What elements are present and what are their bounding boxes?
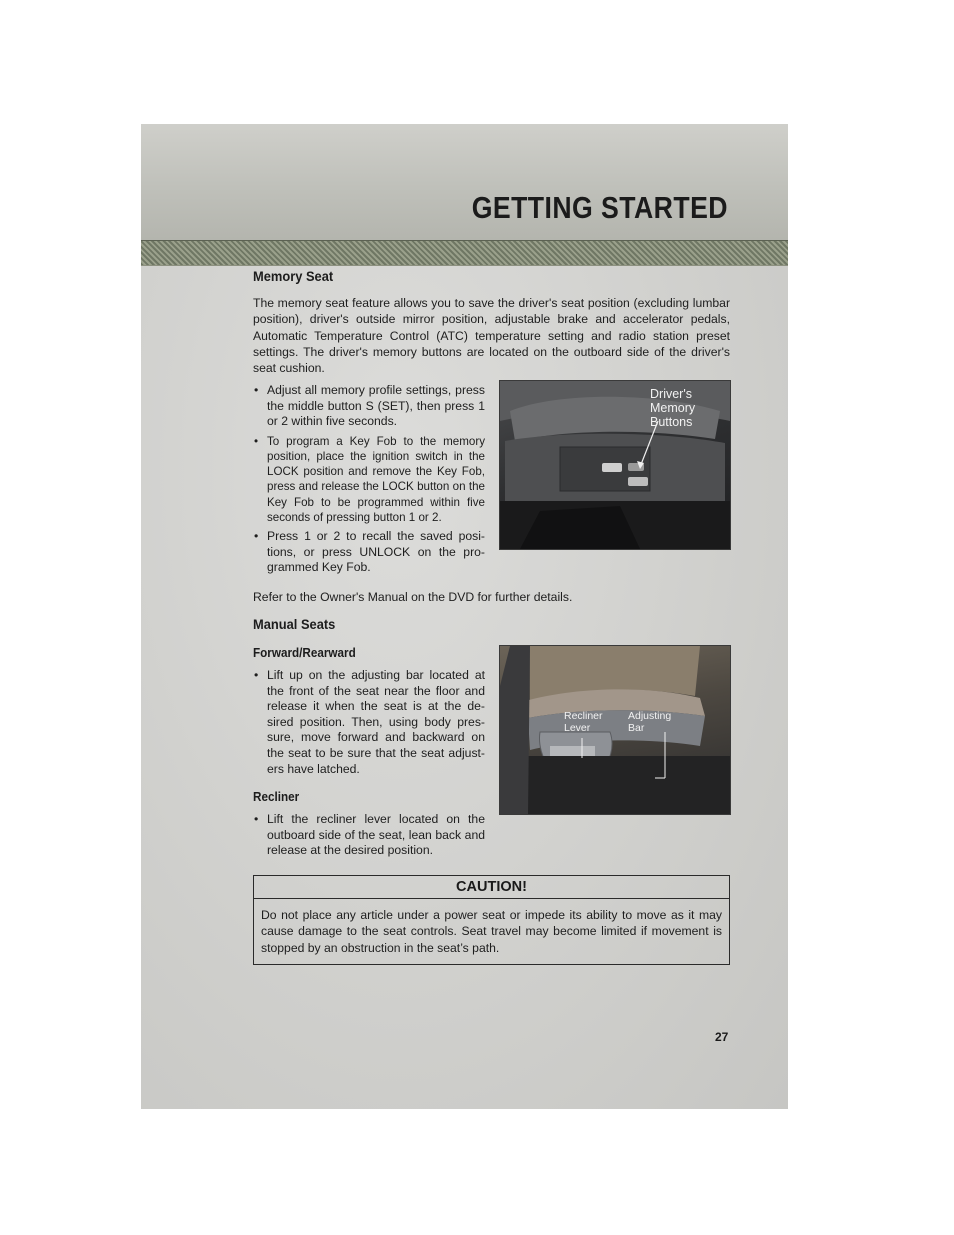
- list-item: • Press 1 or 2 to recall the saved posi-tions, or press UNLOCK on the pro-grammed Key Fob.: [253, 529, 485, 576]
- header-texture-band: [141, 240, 788, 266]
- refer-to-manual-text: Refer to the Owner's Manual on the DVD for further details.: [253, 590, 573, 604]
- forward-rearward-heading: Forward/Rearward: [253, 645, 356, 660]
- recliner-bullets: [253, 812, 485, 863]
- page-header: [141, 124, 788, 240]
- memory-seat-bullets: [253, 383, 485, 580]
- recliner-heading: Recliner: [253, 789, 300, 804]
- manual-seat-photo: [499, 645, 731, 815]
- page-number: 27: [715, 1030, 729, 1044]
- list-item: • To program a Key Fob to the memory position, place the ignition switch in the LOCK position and remove the Key Fob, press and release the LOCK button on the Key Fob to be programmed within five seconds of pressing button 1 or 2.: [253, 434, 485, 525]
- header-title: GETTING STARTED: [471, 190, 728, 225]
- list-item: • Lift up on the adjusting bar located at the front of the seat near the floor and release it when the seat is at the de-sired position. Then, using body pres-sure, move forward and backward on the seat to be sure that the seat adjust-ers have latched.: [253, 668, 485, 777]
- caution-title: CAUTION!: [254, 876, 729, 899]
- caution-box: [253, 875, 730, 965]
- list-item: • Lift the recliner lever located on the outboard side of the seat, lean back and release at the desired position.: [253, 812, 485, 859]
- manual-page: [141, 124, 788, 1109]
- caution-text: Do not place any article under a power seat or impede its ability to move as it may cause damage to the seat controls. Seat travel may become limited if movement is stopped by an obstruction in the seat’s path.: [261, 908, 722, 955]
- list-item: • Adjust all memory profile settings, press the middle button S (SET), then press 1 or 2 within five seconds.: [253, 383, 485, 430]
- recliner-lever-label: Recliner Lever: [564, 710, 603, 734]
- memory-seat-heading: Memory Seat: [253, 268, 334, 284]
- memory-buttons-photo: [499, 380, 731, 550]
- drivers-memory-buttons-label: Driver's Memory Buttons: [650, 387, 696, 429]
- forward-rearward-bullets: [253, 668, 485, 781]
- manual-seats-heading: Manual Seats: [253, 616, 336, 632]
- adjusting-bar-label: Adjusting Bar: [628, 710, 672, 734]
- memory-seat-intro: The memory seat feature allows you to save the driver's seat position (excluding lumbar position), driver's outside mirror position, adjustable brake and accelerator pedals, Automatic Temperature Control (ATC) temperature setting and radio station preset settings. The driver's memory buttons are located on the outboard side of the driver's seat cushion.: [253, 296, 730, 376]
